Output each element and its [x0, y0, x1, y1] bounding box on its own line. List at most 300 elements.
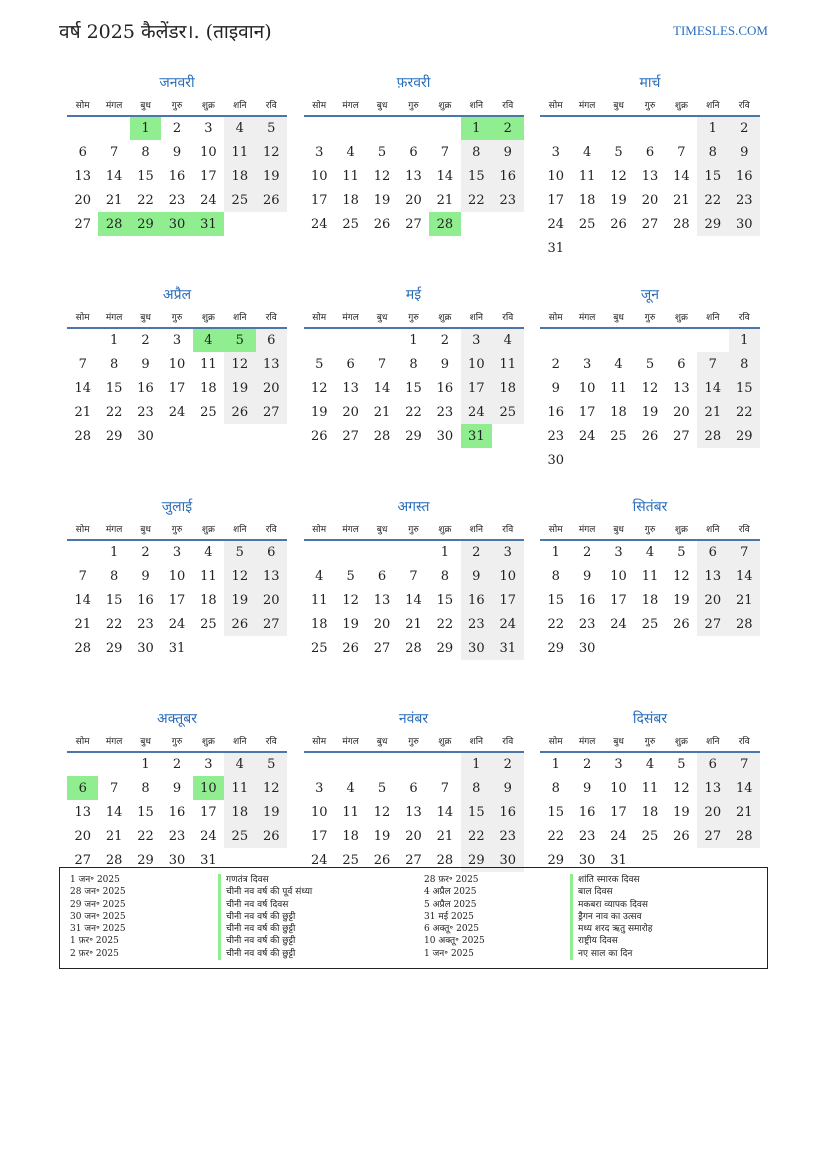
day-cell: 19	[373, 192, 391, 208]
weekday-header: बुध	[130, 518, 161, 540]
holiday-date: 30 जन॰ 2025	[70, 911, 126, 922]
day-cell: 16	[436, 380, 454, 396]
holiday-date: 1 जन॰ 2025	[424, 948, 474, 959]
day-cell: 24	[578, 428, 596, 444]
holiday-date: 31 मई 2025	[424, 911, 474, 922]
day-cell: 9	[461, 564, 492, 588]
weekday-header: शुक्र	[193, 306, 224, 328]
day-cell: 15	[105, 592, 123, 608]
day-cell: 25	[342, 216, 359, 232]
day-cell: 20	[405, 192, 422, 208]
day-cell: 19	[673, 592, 690, 608]
day-cell: 2	[141, 545, 150, 560]
day-cell: 2	[492, 116, 523, 140]
day-cell	[603, 116, 634, 140]
day-cell: 31	[610, 852, 627, 868]
day-cell: 25	[200, 404, 217, 420]
day-cell: 20	[256, 376, 287, 400]
day-cell: 29	[729, 424, 760, 448]
month-table	[540, 730, 760, 872]
day-cell: 26	[256, 824, 287, 848]
month-table	[540, 306, 760, 472]
day-cell: 13	[697, 776, 728, 800]
day-cell: 2	[172, 757, 182, 772]
day-cell: 6	[677, 356, 686, 372]
day-cell: 19	[310, 404, 328, 420]
month-name: जून	[640, 287, 660, 303]
day-cell: 27	[74, 216, 91, 232]
weekday-header: बुध	[366, 306, 397, 328]
day-cell: 14	[436, 168, 454, 184]
day-cell: 9	[492, 140, 523, 164]
day-cell: 18	[641, 592, 659, 608]
day-cell: 13	[697, 564, 728, 588]
weekday-header: शुक्र	[666, 518, 697, 540]
day-cell: 20	[373, 616, 391, 632]
day-cell: 16	[137, 592, 154, 608]
day-cell: 3	[614, 757, 623, 772]
weekday-header: रवि	[256, 94, 287, 116]
day-cell: 29	[137, 852, 154, 868]
day-cell: 1	[440, 545, 450, 560]
day-cell: 21	[673, 192, 690, 208]
day-cell: 3	[614, 545, 623, 560]
holiday-name: चीनी नव वर्ष की छुट्टी	[218, 923, 312, 935]
day-cell: 22	[547, 828, 564, 844]
day-cell: 2	[582, 757, 592, 772]
day-cell: 2	[551, 356, 560, 372]
month-block	[540, 72, 760, 284]
day-cell	[366, 752, 397, 776]
day-cell: 8	[409, 356, 418, 372]
day-cell: 4	[315, 568, 324, 584]
day-cell: 12	[256, 140, 287, 164]
day-cell: 10	[168, 356, 186, 372]
calendar-grid	[67, 72, 760, 920]
day-cell: 15	[547, 804, 564, 820]
holiday-date: 10 अक्तू॰ 2025	[424, 936, 485, 947]
day-cell: 22	[729, 400, 760, 424]
day-cell: 18	[200, 380, 217, 396]
day-cell: 5	[377, 144, 387, 160]
day-cell: 5	[346, 568, 355, 584]
weekday-header: मंगल	[98, 730, 129, 752]
weekday-header: सोम	[304, 518, 335, 540]
day-cell: 15	[105, 380, 123, 396]
day-cell: 8	[141, 780, 150, 796]
day-cell: 28	[429, 212, 460, 236]
day-cell: 17	[492, 588, 523, 612]
day-cell: 9	[582, 780, 592, 796]
day-cell: 26	[373, 852, 391, 868]
day-cell: 24	[200, 192, 217, 208]
month-table	[67, 306, 287, 448]
holiday-names-col-2	[570, 874, 653, 960]
day-cell: 19	[373, 828, 391, 844]
day-cell: 16	[492, 800, 523, 824]
day-cell: 2	[440, 333, 450, 348]
weekday-header: मंगल	[335, 730, 366, 752]
day-cell: 9	[141, 568, 150, 584]
day-cell: 14	[729, 776, 760, 800]
day-cell: 3	[551, 144, 560, 160]
holiday-date: 31 जन॰ 2025	[70, 924, 126, 935]
day-cell: 20	[641, 192, 659, 208]
day-cell	[366, 540, 397, 564]
day-cell: 26	[610, 216, 627, 232]
day-cell: 3	[204, 121, 213, 136]
day-cell: 30	[547, 452, 564, 468]
day-cell: 6	[67, 776, 98, 800]
weekday-header: रवि	[492, 730, 523, 752]
day-cell: 22	[137, 192, 154, 208]
day-cell: 14	[729, 564, 760, 588]
day-cell	[335, 116, 366, 140]
day-cell: 10	[168, 568, 186, 584]
day-cell	[492, 212, 523, 236]
day-cell: 14	[697, 376, 728, 400]
day-cell	[224, 636, 255, 660]
month-table	[67, 730, 287, 872]
day-cell	[256, 212, 287, 236]
day-cell	[398, 752, 429, 776]
weekday-header: बुध	[603, 730, 634, 752]
day-cell: 28	[98, 212, 129, 236]
day-cell: 1	[729, 328, 760, 352]
weekday-header: सोम	[67, 306, 98, 328]
day-cell: 24	[461, 400, 492, 424]
day-cell	[540, 116, 571, 140]
weekday-header: गुरु	[161, 730, 192, 752]
day-cell: 8	[551, 780, 560, 796]
day-cell: 19	[342, 616, 359, 632]
day-cell: 16	[492, 164, 523, 188]
day-cell: 12	[256, 776, 287, 800]
day-cell: 9	[729, 140, 760, 164]
day-cell: 21	[105, 828, 123, 844]
month-name: मई	[405, 287, 422, 303]
day-cell: 29	[105, 428, 123, 444]
weekday-header: शुक्र	[429, 518, 460, 540]
day-cell: 21	[697, 400, 728, 424]
weekday-header: सोम	[304, 94, 335, 116]
day-cell: 13	[405, 168, 422, 184]
month-block	[67, 72, 287, 284]
weekday-header: बुध	[366, 730, 397, 752]
holiday-date: 29 जन॰ 2025	[70, 899, 126, 910]
day-cell: 12	[342, 592, 359, 608]
weekday-header: शनि	[461, 518, 492, 540]
day-cell: 17	[168, 380, 186, 396]
day-cell: 17	[200, 804, 217, 820]
day-cell	[67, 752, 98, 776]
day-cell: 12	[641, 380, 659, 396]
day-cell: 11	[310, 592, 328, 608]
day-cell: 7	[109, 144, 119, 160]
day-cell	[571, 448, 602, 472]
day-cell: 12	[610, 168, 627, 184]
day-cell	[666, 448, 697, 472]
day-cell: 19	[673, 804, 690, 820]
day-cell: 22	[547, 616, 564, 632]
day-cell: 4	[224, 116, 255, 140]
month-table	[540, 518, 760, 660]
day-cell	[492, 424, 523, 448]
day-cell	[398, 540, 429, 564]
weekday-header: सोम	[67, 730, 98, 752]
day-cell: 13	[342, 380, 359, 396]
day-cell	[729, 448, 760, 472]
day-cell: 1	[461, 116, 492, 140]
day-cell: 30	[578, 852, 596, 868]
day-cell: 2	[492, 752, 523, 776]
day-cell: 5	[315, 356, 324, 372]
holiday-name: राष्ट्रीय दिवस	[570, 935, 653, 947]
month-name: सितंबर	[632, 499, 668, 515]
day-cell: 17	[310, 192, 328, 208]
day-cell: 29	[547, 640, 564, 656]
day-cell: 3	[315, 144, 324, 160]
day-cell: 18	[200, 592, 217, 608]
day-cell: 11	[200, 568, 217, 584]
day-cell: 8	[461, 140, 492, 164]
day-cell	[304, 116, 335, 140]
day-cell: 2	[461, 540, 492, 564]
month-table	[304, 94, 524, 236]
holiday-name: गणतंत्र दिवस	[218, 874, 312, 886]
holiday-date: 1 जन॰ 2025	[70, 875, 120, 885]
holiday-date: 5 अप्रैल 2025	[424, 899, 477, 910]
weekday-header: सोम	[540, 94, 571, 116]
day-cell: 28	[697, 424, 728, 448]
day-cell: 26	[224, 612, 255, 636]
day-cell: 15	[461, 800, 492, 824]
day-cell: 23	[492, 824, 523, 848]
day-cell: 30	[729, 212, 760, 236]
day-cell: 9	[582, 568, 592, 584]
day-cell	[67, 116, 98, 140]
holiday-date: 28 फ़र॰ 2025	[424, 875, 479, 885]
day-cell: 28	[373, 428, 391, 444]
month-table	[67, 94, 287, 236]
day-cell: 21	[729, 588, 760, 612]
day-cell: 15	[729, 376, 760, 400]
day-cell: 28	[729, 612, 760, 636]
day-cell: 22	[461, 824, 492, 848]
weekday-header: सोम	[304, 730, 335, 752]
holiday-date: 2 फ़र॰ 2025	[70, 948, 119, 959]
holiday-names-col-1	[218, 874, 312, 960]
day-cell: 24	[610, 828, 627, 844]
day-cell: 13	[641, 168, 659, 184]
month-name: अप्रैल	[162, 287, 192, 303]
weekday-header: गुरु	[634, 94, 665, 116]
day-cell	[429, 752, 460, 776]
day-cell: 8	[440, 568, 450, 584]
day-cell: 16	[461, 588, 492, 612]
day-cell: 23	[436, 404, 454, 420]
day-cell: 16	[168, 168, 186, 184]
day-cell: 6	[346, 356, 355, 372]
day-cell	[666, 636, 697, 660]
weekday-header: रवि	[492, 94, 523, 116]
day-cell: 27	[373, 640, 391, 656]
day-cell	[256, 636, 287, 660]
day-cell: 16	[729, 164, 760, 188]
day-cell	[634, 448, 665, 472]
day-cell: 17	[547, 192, 564, 208]
day-cell: 30	[161, 212, 192, 236]
weekday-header: मंगल	[98, 306, 129, 328]
day-cell: 31	[461, 424, 492, 448]
holiday-name: ड्रैगन नाव का उत्सव	[570, 911, 653, 923]
site-link[interactable]: TIMESLES.COM	[673, 23, 768, 38]
weekday-header: सोम	[540, 518, 571, 540]
day-cell: 26	[342, 640, 359, 656]
day-cell: 10	[310, 804, 328, 820]
day-cell	[335, 752, 366, 776]
day-cell: 1	[109, 545, 119, 560]
day-cell: 8	[109, 568, 119, 584]
weekday-header: गुरु	[398, 518, 429, 540]
day-cell: 29	[697, 212, 728, 236]
day-cell: 9	[492, 776, 523, 800]
day-cell: 4	[582, 144, 592, 160]
day-cell: 27	[74, 852, 91, 868]
day-cell: 6	[256, 328, 287, 352]
day-cell: 4	[224, 752, 255, 776]
day-cell: 11	[342, 804, 359, 820]
day-cell: 6	[409, 144, 418, 160]
day-cell: 24	[547, 216, 564, 232]
day-cell: 1	[130, 116, 161, 140]
weekday-header: बुध	[130, 306, 161, 328]
month-name: नवंबर	[398, 711, 429, 727]
day-cell: 27	[342, 428, 359, 444]
day-cell	[366, 328, 397, 352]
day-cell: 28	[673, 216, 690, 232]
day-cell: 7	[697, 352, 728, 376]
day-cell: 21	[405, 616, 422, 632]
holiday-date: 4 अप्रैल 2025	[424, 887, 477, 898]
day-cell: 4	[492, 328, 523, 352]
month-block	[67, 284, 287, 496]
weekday-header: शुक्र	[193, 94, 224, 116]
day-cell: 26	[256, 188, 287, 212]
day-cell: 31	[200, 852, 217, 868]
day-cell: 18	[492, 376, 523, 400]
day-cell: 24	[610, 616, 627, 632]
day-cell	[697, 236, 728, 260]
weekday-header: सोम	[540, 730, 571, 752]
day-cell: 5	[256, 752, 287, 776]
day-cell: 18	[224, 800, 255, 824]
day-cell	[304, 752, 335, 776]
day-cell: 6	[409, 780, 418, 796]
day-cell: 7	[409, 568, 418, 584]
day-cell: 16	[578, 804, 596, 820]
holiday-name: चीनी नव वर्ष की छुट्टी	[218, 911, 312, 923]
day-cell	[603, 636, 634, 660]
day-cell: 23	[578, 828, 596, 844]
day-cell: 20	[697, 588, 728, 612]
day-cell: 21	[373, 404, 391, 420]
day-cell: 29	[105, 640, 123, 656]
day-cell: 4	[346, 780, 355, 796]
weekday-header: रवि	[729, 518, 760, 540]
month-name: अक्तूबर	[157, 711, 197, 727]
day-cell: 21	[436, 192, 454, 208]
day-cell: 18	[310, 616, 328, 632]
weekday-header: बुध	[130, 94, 161, 116]
day-cell: 21	[436, 828, 454, 844]
day-cell: 30	[137, 428, 154, 444]
day-cell: 11	[492, 352, 523, 376]
day-cell: 9	[141, 356, 150, 372]
day-cell: 11	[224, 776, 255, 800]
day-cell: 20	[673, 404, 690, 420]
day-cell: 13	[673, 380, 690, 396]
day-cell: 25	[342, 852, 359, 868]
day-cell: 8	[551, 568, 560, 584]
holiday-legend	[59, 867, 768, 969]
page-title: वर्ष 2025 कैलेंडर।. (ताइवान)	[59, 21, 272, 43]
day-cell: 29	[405, 428, 422, 444]
weekday-header: रवि	[729, 94, 760, 116]
day-cell: 14	[405, 592, 422, 608]
day-cell: 22	[405, 404, 422, 420]
day-cell	[571, 328, 602, 352]
day-cell: 17	[310, 828, 328, 844]
day-cell: 14	[105, 168, 123, 184]
weekday-header: बुध	[603, 306, 634, 328]
day-cell	[304, 328, 335, 352]
day-cell: 19	[224, 588, 255, 612]
day-cell	[98, 752, 129, 776]
day-cell: 29	[461, 848, 492, 872]
day-cell: 19	[256, 800, 287, 824]
weekday-header: रवि	[729, 306, 760, 328]
day-cell: 22	[436, 616, 454, 632]
day-cell: 5	[224, 328, 255, 352]
day-cell: 20	[256, 588, 287, 612]
weekday-header: गुरु	[398, 730, 429, 752]
month-name: जुलाई	[161, 499, 193, 515]
day-cell: 14	[373, 380, 391, 396]
day-cell: 27	[697, 824, 728, 848]
day-cell: 21	[105, 192, 123, 208]
day-cell	[98, 116, 129, 140]
day-cell	[571, 236, 602, 260]
day-cell: 26	[641, 428, 659, 444]
day-cell: 20	[405, 828, 422, 844]
day-cell	[224, 212, 255, 236]
day-cell	[304, 540, 335, 564]
weekday-header: रवि	[256, 730, 287, 752]
day-cell: 20	[74, 192, 91, 208]
day-cell: 10	[310, 168, 328, 184]
day-cell: 27	[405, 216, 422, 232]
day-cell: 20	[74, 828, 91, 844]
holiday-name: चीनी नव वर्ष की पूर्व संध्या	[218, 886, 312, 898]
day-cell: 1	[697, 116, 728, 140]
day-cell: 3	[461, 328, 492, 352]
weekday-header: शनि	[697, 94, 728, 116]
day-cell: 14	[105, 804, 123, 820]
holiday-name: मकबरा व्यापक दिवस	[570, 899, 653, 911]
weekday-header: सोम	[67, 518, 98, 540]
day-cell: 28	[436, 852, 454, 868]
